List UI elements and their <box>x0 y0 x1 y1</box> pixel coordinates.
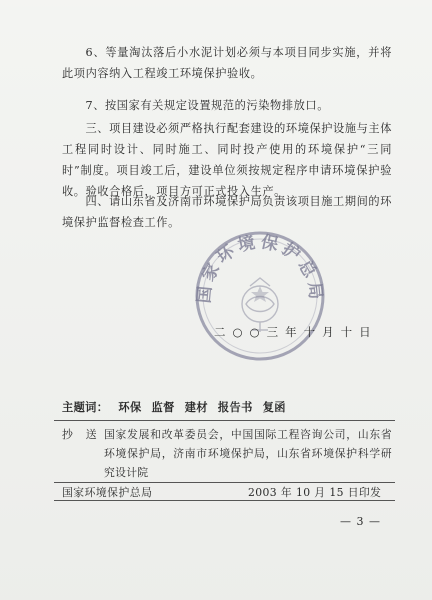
cc-recipients: 国家发展和改革委员会，中国国际工程咨询公司，山东省环境保护局，济南市环境保护局，山东省环境保护科学研究设计院 <box>104 428 392 479</box>
paragraph-item-7: 7、按国家有关规定设置规范的污染物排放口。 <box>85 99 329 112</box>
paragraph-section-3: 三、项目建设必须严格执行配套建设的环境保护设施与主体工程同时设计、同时施工、同时投产使用的环境保护“三同时”制度。项目竣工后，建设单位须按规定程序申请环境保护验收。验收合格后，项目方可正式投入生产。 <box>62 122 392 198</box>
document-date: 二○○三年十月十日 <box>214 325 378 339</box>
seal-star-icon <box>251 286 269 302</box>
footer-divider <box>54 420 395 421</box>
cc-label: 抄送 <box>62 428 110 441</box>
subject-label: 主题词： <box>62 401 109 414</box>
subject-word: 复函 <box>262 401 286 414</box>
paragraph-section-4: 四、请山东省及济南市环境保护局负责该项目施工期间的环境保护监督检查工作。 <box>62 195 392 229</box>
seal-text: 国家环境保护总局 <box>194 232 326 305</box>
subject-word: 建材 <box>184 401 208 414</box>
subject-keywords <box>62 399 286 415</box>
subject-word: 监督 <box>151 401 175 414</box>
issuing-agency: 国家环境保护总局 <box>62 486 153 499</box>
paragraph-item-6: 6、等量淘汰落后小水泥计划必须与本项目同步实施，并将此项内容纳入工程竣工环境保护验收。 <box>62 46 392 80</box>
subject-word: 环保 <box>118 401 142 414</box>
footer-divider <box>54 482 395 483</box>
official-seal <box>190 226 330 366</box>
subject-word: 报告书 <box>217 401 253 414</box>
carbon-copy-block <box>62 425 392 482</box>
page-number: — 3 — <box>340 515 381 528</box>
print-date: 2003 年 10 月 15 日印发 <box>248 486 382 499</box>
footer-divider <box>54 500 395 501</box>
